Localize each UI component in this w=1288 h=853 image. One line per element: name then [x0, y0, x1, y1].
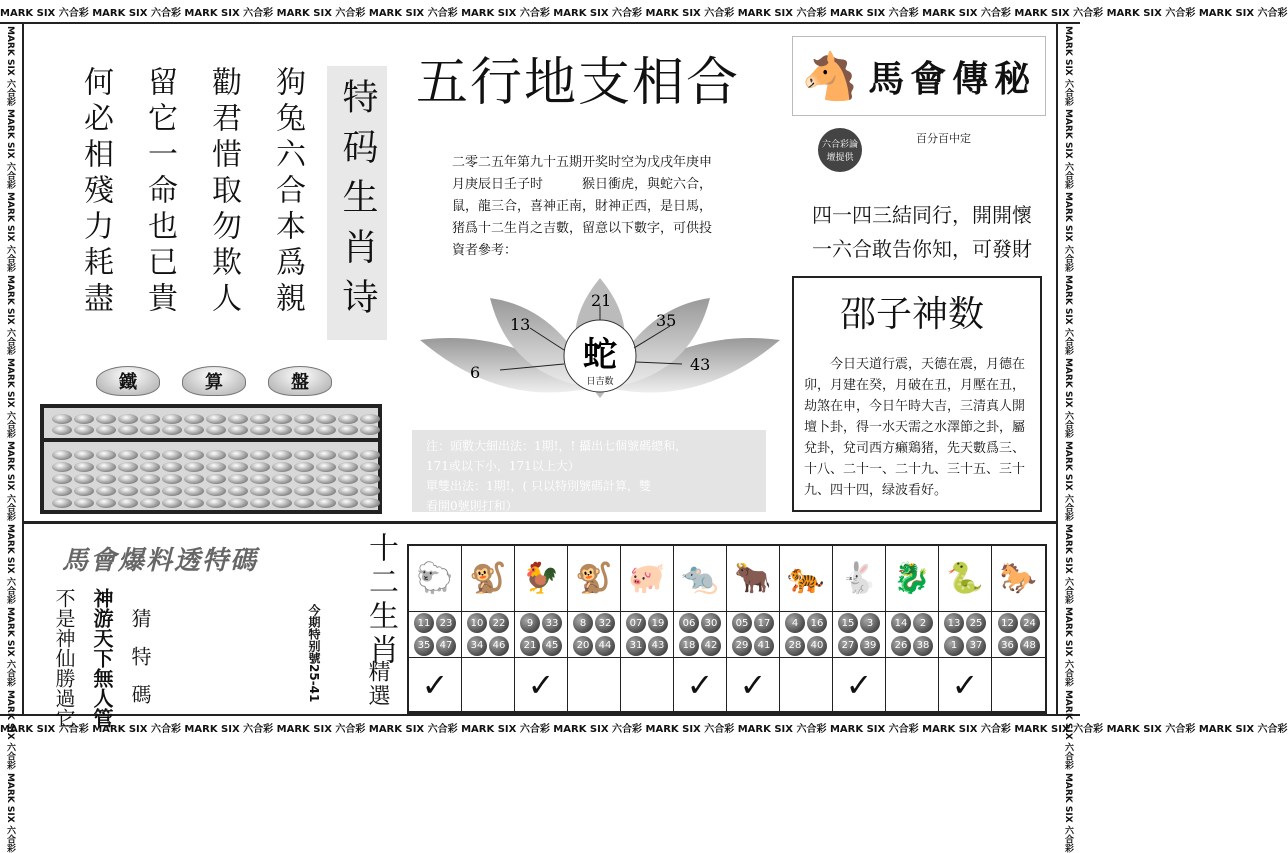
number-cell [939, 612, 992, 658]
abacus-bead [184, 450, 204, 460]
number-ball: 27 [838, 636, 858, 656]
abacus-bead [338, 474, 358, 484]
abacus-bead [96, 425, 116, 435]
abacus-bead [228, 425, 248, 435]
number-ball: 28 [785, 636, 805, 656]
abacus-image [40, 404, 382, 514]
abacus-bead [96, 462, 116, 472]
abacus-bead [294, 462, 314, 472]
number-cell [409, 612, 462, 658]
abacus-bead [206, 450, 226, 460]
abacus-bead [118, 425, 138, 435]
bottom-poem [52, 588, 152, 728]
abacus-bead [316, 414, 336, 424]
zodiac-animal-icon: 🐎 [999, 561, 1038, 596]
number-ball: 39 [860, 636, 880, 656]
abacus-bead [360, 414, 380, 424]
abacus-bead [206, 486, 226, 496]
abacus-bead [316, 462, 336, 472]
abacus-bead [272, 462, 292, 472]
abacus-bead [272, 498, 292, 508]
abacus-bead [360, 474, 380, 484]
abacus-bead [250, 486, 270, 496]
number-ball: 13 [944, 613, 964, 633]
check-cell [992, 658, 1045, 712]
abacus-bead [272, 486, 292, 496]
info-line: 二零二五年第九十五期开奖时空为戊戌年庚申 [452, 155, 713, 170]
zodiac-animal-icon: 🐒 [575, 561, 613, 596]
news-title: 馬會爆料透特碼 [62, 546, 259, 576]
number-ball: 44 [595, 636, 615, 656]
number-ball: 30 [701, 613, 721, 633]
note-line: 單雙出法：1期!，( 只以特別號碼計算，雙 [426, 479, 651, 493]
number-cell [674, 612, 727, 658]
lotus-number: 35 [656, 311, 677, 330]
abacus-bead [118, 486, 138, 496]
zodiac-cell [568, 546, 621, 612]
abacus-bead [118, 474, 138, 484]
ingot-label: 算 [182, 366, 246, 396]
number-ball: 16 [807, 613, 827, 633]
number-ball: 25 [966, 613, 986, 633]
top-banner [0, 0, 1288, 24]
abacus-bead [52, 450, 72, 460]
abacus-bead [206, 414, 226, 424]
check-cell [621, 658, 674, 712]
number-cell [780, 612, 833, 658]
info-line: 鼠，龍三合，喜神正南，財神正西，是日馬， [452, 199, 713, 214]
zodiac-label-sub: 精選 [365, 660, 390, 708]
check-cell [674, 658, 727, 712]
abacus-bead [206, 425, 226, 435]
check-cell [409, 658, 462, 712]
check-cell [515, 658, 568, 712]
abacus-bead [338, 414, 358, 424]
abacus-label [96, 366, 332, 396]
number-ball: 43 [648, 636, 668, 656]
banner-text: MARK SIX 六合彩 MARK SIX 六合彩 MARK SIX 六合彩 MARK SIX 六合彩 MARK SIX 六合彩 MARK SIX 六合彩 MARK SIX 六合彩 MARK SIX 六合彩 MARK SIX 六合彩 MARK SIX 六合彩 [5, 26, 15, 853]
zodiac-cell [780, 546, 833, 612]
bottom-poem-column: 猜特碼 [128, 608, 152, 722]
info-line: 資者參考： [452, 243, 518, 258]
abacus-bead [206, 498, 226, 508]
number-ball: 38 [913, 636, 933, 656]
horse-icon: 🐴 [801, 48, 859, 103]
check-mark-icon: ✓ [951, 665, 979, 704]
abacus-bead [316, 425, 336, 435]
abacus-bead [206, 474, 226, 484]
check-mark-icon: ✓ [527, 665, 555, 704]
abacus-bead [360, 450, 380, 460]
abacus-bead [140, 450, 160, 460]
abacus-bead [184, 486, 204, 496]
abacus-bead [294, 414, 314, 424]
abacus-bead [316, 474, 336, 484]
zodiac-cell [833, 546, 886, 612]
number-ball: 12 [998, 613, 1018, 633]
abacus-bead [184, 414, 204, 424]
abacus-bead [52, 486, 72, 496]
lotus-animal: 蛇 [583, 335, 617, 375]
note-line: 171或以下小，171以上大） [426, 459, 580, 473]
abacus-bead [338, 486, 358, 496]
number-ball: 17 [754, 613, 774, 633]
banner-text: MARK SIX 六合彩 MARK SIX 六合彩 MARK SIX 六合彩 MARK SIX 六合彩 MARK SIX 六合彩 MARK SIX 六合彩 MARK SIX 六合彩 MARK SIX 六合彩 MARK SIX 六合彩 MARK SIX 六合彩 MARK SIX 六合彩 MARK SIX 六合彩 MARK SIX 六合彩 MARK SIX 六合彩 [0, 7, 1288, 19]
zodiac-animal-icon: 🐉 [893, 561, 931, 596]
zodiac-label: 十二生肖 [363, 532, 398, 668]
info-line: 猪爲十二生肖之吉數，留意以下數字，可供投 [452, 221, 713, 236]
zodiac-cell [462, 546, 515, 612]
lotus-number: 13 [510, 315, 531, 334]
note-line: 看開0號則打和） [426, 499, 518, 513]
abacus-bead [118, 498, 138, 508]
abacus-bead [140, 486, 160, 496]
number-ball: 21 [520, 636, 540, 656]
rhyme-line: 四一四三結同行，開開懷 [812, 203, 1032, 227]
abacus-bead [272, 474, 292, 484]
abacus-bead [52, 474, 72, 484]
abacus-bead [118, 450, 138, 460]
zodiac-animal-icon: 🐖 [628, 561, 666, 596]
number-ball: 45 [542, 636, 562, 656]
zodiac-animal-icon: 🐍 [946, 561, 984, 596]
abacus-bead [228, 474, 248, 484]
abacus-bead [74, 450, 94, 460]
abacus-bead [74, 486, 94, 496]
check-cell [727, 658, 780, 712]
abacus-bead [52, 462, 72, 472]
number-ball: 23 [436, 613, 456, 633]
abacus-bead [52, 414, 72, 424]
abacus-bead [228, 486, 248, 496]
bottom-banner [0, 714, 1288, 738]
abacus-bead [74, 462, 94, 472]
abacus-bead [338, 450, 358, 460]
abacus-bead [96, 414, 116, 424]
abacus-bead [294, 425, 314, 435]
number-ball: 19 [648, 613, 668, 633]
abacus-bead [250, 425, 270, 435]
abacus-bead [272, 450, 292, 460]
abacus-bead [118, 462, 138, 472]
zodiac-cell [409, 546, 462, 612]
number-ball: 29 [732, 636, 752, 656]
number-ball: 3 [860, 613, 880, 633]
number-ball: 31 [626, 636, 646, 656]
abacus-bead [162, 450, 182, 460]
abacus-bead [316, 450, 336, 460]
abacus-bead [74, 498, 94, 508]
lotus-diagram [420, 278, 780, 418]
abacus-bead [162, 498, 182, 508]
center-title: 五行地支相合 [416, 53, 741, 113]
abacus-bead [338, 498, 358, 508]
abacus-bead [250, 462, 270, 472]
abacus-bead [184, 474, 204, 484]
ingot-label: 鐵 [96, 366, 160, 396]
bottom-poem-column: 不是神仙勝過它 [52, 588, 76, 728]
banner-text: MARK SIX 六合彩 MARK SIX 六合彩 MARK SIX 六合彩 MARK SIX 六合彩 MARK SIX 六合彩 MARK SIX 六合彩 MARK SIX 六合彩 MARK SIX 六合彩 MARK SIX 六合彩 MARK SIX 六合彩 MARK SIX 六合彩 MARK SIX 六合彩 MARK SIX 六合彩 MARK SIX 六合彩 [0, 723, 1288, 735]
poem-column: 何必相殘力耗盡 [78, 66, 113, 318]
number-ball: 15 [838, 613, 858, 633]
rhyme [812, 198, 1032, 266]
number-ball: 20 [573, 636, 593, 656]
zodiac-cell [621, 546, 674, 612]
ingot-label: 盤 [268, 366, 332, 396]
zodiac-cell [886, 546, 939, 612]
zodiac-animal-icon: 🐂 [734, 561, 772, 596]
abacus-bead [184, 498, 204, 508]
abacus-bead [250, 498, 270, 508]
check-mark-icon: ✓ [686, 665, 714, 704]
number-ball: 1 [944, 636, 964, 656]
abacus-bead [184, 425, 204, 435]
abacus-bead [162, 486, 182, 496]
right-banner [1056, 22, 1080, 853]
check-cell [462, 658, 515, 712]
lotus-number: 6 [470, 363, 481, 382]
number-ball: 2 [913, 613, 933, 633]
note-line: 注：頭數大細出法：1期!，! 攝出七個號碼總和， [426, 439, 688, 453]
zodiac-animal-icon: 🐅 [787, 561, 825, 596]
check-cell [568, 658, 621, 712]
center-info [452, 152, 782, 262]
check-cell [833, 658, 886, 712]
horse-header [792, 36, 1046, 116]
number-cell [727, 612, 780, 658]
check-mark-icon: ✓ [845, 665, 873, 704]
check-cell [939, 658, 992, 712]
abacus-bead [316, 486, 336, 496]
abacus-bead [184, 462, 204, 472]
abacus-bar [44, 438, 378, 442]
abacus-bead [140, 498, 160, 508]
abacus-bead [162, 462, 182, 472]
left-banner [0, 22, 24, 853]
abacus-bead [316, 498, 336, 508]
abacus-bead [74, 425, 94, 435]
zodiac-animal-icon: 🐓 [522, 561, 560, 596]
number-ball: 06 [679, 613, 699, 633]
number-ball: 10 [467, 613, 487, 633]
zodiac-poem [76, 66, 306, 318]
abacus-bead [140, 474, 160, 484]
number-ball: 41 [754, 636, 774, 656]
number-ball: 37 [966, 636, 986, 656]
check-mark-icon: ✓ [739, 665, 767, 704]
abacus-bead [338, 462, 358, 472]
number-ball: 14 [891, 613, 911, 633]
abacus-bead [294, 450, 314, 460]
abacus-bead [74, 414, 94, 424]
abacus-bead [52, 425, 72, 435]
number-ball: 05 [732, 613, 752, 633]
number-ball: 32 [595, 613, 615, 633]
number-ball: 11 [414, 613, 434, 633]
info-line: 月庚辰日壬子时 猴日衝虎，與蛇六合， [452, 177, 713, 192]
poem-column: 狗兔六合本爲親 [270, 66, 305, 318]
number-ball: 34 [467, 636, 487, 656]
zodiac-animal-icon: 🐒 [469, 561, 507, 596]
shenshu-text: 今日天道行震，天德在震，月德在卯，月建在癸，月破在丑，月壓在丑，劫煞在申，今日午時大吉，三清真人開壇卜卦，得一水天需之水澤節之卦，屬兌卦，兌司西方癞鶏猪，先天數爲三、十八、二十一、二十九、三十五、三十九、四十四，绿波看好。 [804, 357, 1026, 498]
number-ball: 9 [520, 613, 540, 633]
number-ball: 36 [998, 636, 1018, 656]
abacus-bead [96, 498, 116, 508]
shenshu-title: 邵子神数 [840, 294, 985, 335]
number-cell [515, 612, 568, 658]
abacus-bead [140, 462, 160, 472]
number-ball: 47 [436, 636, 456, 656]
abacus-bead [250, 414, 270, 424]
zodiac-animal-icon: 🐑 [416, 561, 454, 596]
zodiac-cell [515, 546, 568, 612]
abacus-bead [96, 486, 116, 496]
zodiac-animal-icon: 🐇 [840, 561, 878, 596]
number-ball: 22 [489, 613, 509, 633]
number-cell [833, 612, 886, 658]
abacus-bead [294, 486, 314, 496]
check-cell [780, 658, 833, 712]
abacus-bead [228, 498, 248, 508]
banner-text: MARK SIX 六合彩 MARK SIX 六合彩 MARK SIX 六合彩 MARK SIX 六合彩 MARK SIX 六合彩 MARK SIX 六合彩 MARK SIX 六合彩 MARK SIX 六合彩 MARK SIX 六合彩 MARK SIX 六合彩 [1063, 26, 1073, 853]
zodiac-cell [992, 546, 1045, 612]
number-ball: 24 [1020, 613, 1040, 633]
bottom-poem-column: 神游天下無人管 [90, 588, 114, 728]
abacus-bead [360, 425, 380, 435]
abacus-bead [338, 425, 358, 435]
number-ball: 35 [414, 636, 434, 656]
section-divider [22, 521, 1058, 524]
abacus-bead [250, 474, 270, 484]
rules-note [412, 430, 766, 512]
abacus-bead [140, 414, 160, 424]
check-mark-icon: ✓ [421, 665, 449, 704]
number-ball: 33 [542, 613, 562, 633]
abacus-bead [228, 462, 248, 472]
abacus-bead [228, 414, 248, 424]
stamp-note: 百分百中定 [916, 132, 971, 145]
abacus-bead [294, 498, 314, 508]
number-cell [886, 612, 939, 658]
number-ball: 40 [807, 636, 827, 656]
abacus-bead [52, 498, 72, 508]
shenshu-box [792, 276, 1042, 512]
seal-stamp: 六合彩論壇提供 [818, 128, 862, 172]
poem-title: 特码生肖诗 [327, 66, 387, 340]
number-ball: 48 [1020, 636, 1040, 656]
number-ball: 46 [489, 636, 509, 656]
abacus-bead [294, 474, 314, 484]
issue-number: 今期特别號25-41 [307, 604, 321, 703]
check-cell [886, 658, 939, 712]
lotus-sub: 日吉数 [586, 377, 614, 387]
poem-column: 勸君惜取勿欺人 [206, 66, 241, 318]
zodiac-cell [727, 546, 780, 612]
abacus-bead [272, 425, 292, 435]
number-cell [462, 612, 515, 658]
number-ball: 26 [891, 636, 911, 656]
abacus-bead [162, 474, 182, 484]
zodiac-cell [674, 546, 727, 612]
number-ball: 42 [701, 636, 721, 656]
zodiac-grid [407, 544, 1047, 714]
abacus-bead [206, 462, 226, 472]
poem-column: 留它一命也已貴 [142, 66, 177, 318]
abacus-bead [96, 450, 116, 460]
abacus-bead [360, 498, 380, 508]
abacus-bead [162, 425, 182, 435]
rhyme-line: 一六合敢告你知，可發財 [812, 237, 1032, 261]
zodiac-cell [939, 546, 992, 612]
abacus-bead [74, 474, 94, 484]
abacus-bead [272, 414, 292, 424]
number-cell [621, 612, 674, 658]
horse-title: 馬會傳秘 [868, 57, 1037, 100]
number-cell [568, 612, 621, 658]
abacus-bead [228, 450, 248, 460]
number-ball: 8 [573, 613, 593, 633]
abacus-bead [118, 414, 138, 424]
abacus-bead [140, 425, 160, 435]
abacus-bead [360, 486, 380, 496]
zodiac-animal-icon: 🐀 [681, 561, 719, 596]
number-cell [992, 612, 1045, 658]
lotus-number: 43 [690, 355, 711, 374]
abacus-bead [360, 462, 380, 472]
lotus-number: 21 [591, 291, 612, 310]
number-ball: 4 [785, 613, 805, 633]
abacus-bead [162, 414, 182, 424]
number-ball: 07 [626, 613, 646, 633]
abacus-bead [250, 450, 270, 460]
number-ball: 18 [679, 636, 699, 656]
abacus-bead [96, 474, 116, 484]
